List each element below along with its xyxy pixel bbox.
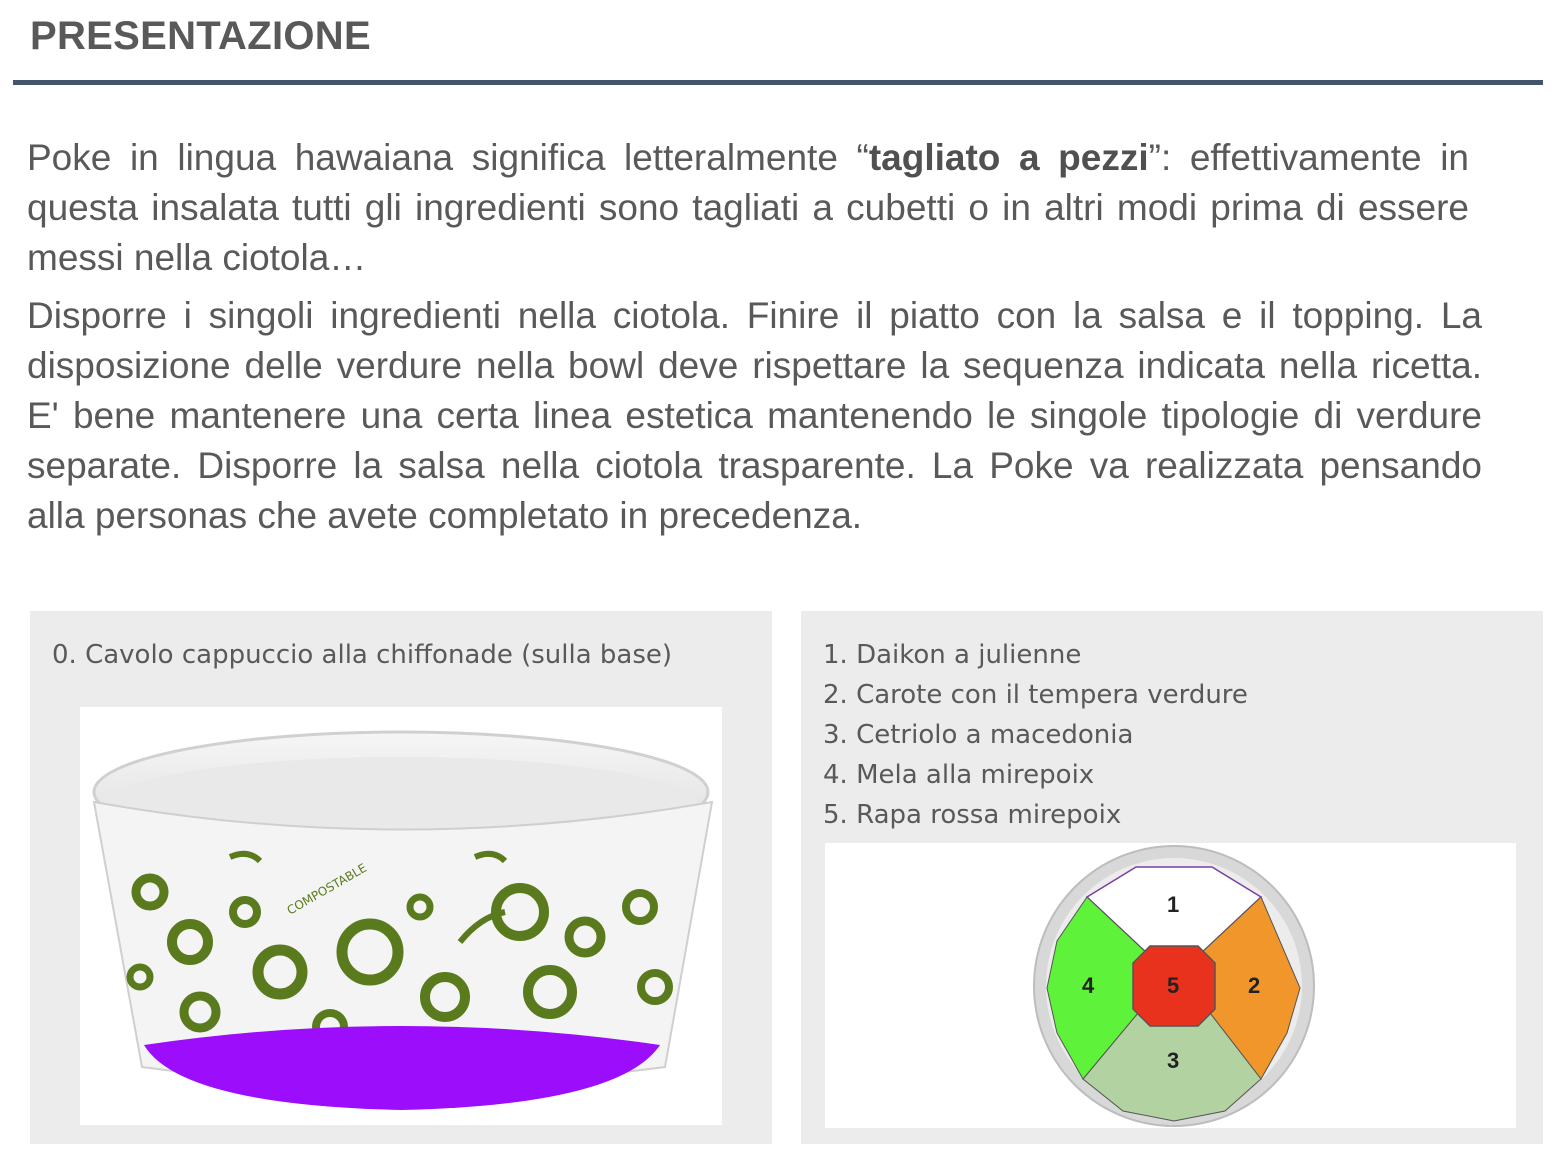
instructions-paragraph: Disporre i singoli ingredienti nella ciotola. Finire il piatto con la salsa e il topping. La disposizione delle verdure nella bowl deve rispettare la sequenza indicata nella ricetta. E' bene mantenere una certa linea estetica mantenendo le singole tipologie di verdure separate. Disporre la salsa nella ciotola trasparente. La Poke va realizzata pensando alla personas che avete completato in precedenza. — [27, 295, 1482, 536]
segment-label-2: 2 — [1248, 973, 1261, 998]
layout-diagram — [825, 843, 1516, 1128]
ingredient-item-5: 5. Rapa rossa mirepoix — [823, 800, 1122, 830]
segment-label-1: 1 — [1167, 892, 1180, 917]
ingredient-list — [823, 635, 1248, 835]
ingredient-item-1: 1. Daikon a julienne — [823, 640, 1082, 670]
ingredient-item-2: 2. Carote con il tempera verdure — [823, 680, 1248, 710]
bowl-image — [80, 707, 722, 1125]
ingredient-item-3: 3. Cetriolo a macedonia — [823, 720, 1134, 750]
bowl-layout-svg — [825, 843, 1516, 1128]
bowl-print-text: COMPOSTABLE — [284, 860, 370, 918]
bowl-illustration — [80, 707, 722, 1125]
intro-text-bold: tagliato a pezzi — [868, 137, 1149, 178]
segment-label-4: 4 — [1082, 973, 1095, 998]
intro-text-start: Poke in lingua hawaiana significa letteralmente “ — [27, 137, 869, 178]
intro-paragraph — [27, 133, 1469, 283]
caption-item-0: 0. Cavolo cappuccio alla chiffonade (sulla base) — [52, 640, 673, 670]
ingredient-item-4: 4. Mela alla mirepoix — [823, 760, 1095, 790]
title-rule — [13, 80, 1543, 85]
segment-label-3: 3 — [1167, 1048, 1180, 1073]
intro-text-end: ”: effettivamente in questa insalata tutti gli ingredienti sono tagliati a cubetti o in altri modi prima di essere messi nella ciotola… — [27, 137, 1469, 278]
bowl-base-layer — [144, 1026, 660, 1110]
page-title: PRESENTAZIONE — [30, 14, 371, 58]
segment-label-5: 5 — [1167, 973, 1180, 998]
right-panel — [801, 611, 1543, 1144]
left-panel — [30, 611, 772, 1144]
left-caption — [52, 635, 672, 675]
